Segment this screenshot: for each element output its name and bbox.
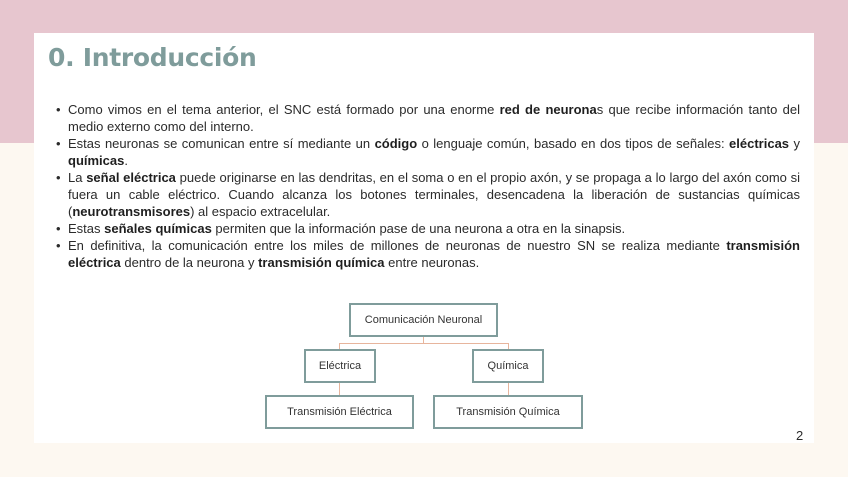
connector-line <box>508 388 509 395</box>
diagram-node-transmision-quimica: Transmisión Química <box>433 395 583 429</box>
connector-line <box>339 388 340 395</box>
connector-line <box>423 336 424 343</box>
hierarchy-diagram <box>34 33 814 443</box>
diagram-node-quimica: Química <box>472 349 544 383</box>
diagram-node-transmision-electrica: Transmisión Eléctrica <box>265 395 414 429</box>
slide-title: 0. Introducción <box>48 43 257 72</box>
bullet-item: • En definitiva, la comunicación entre los miles de millones de neuronas de nuestro SN se realiza mediante transmisión eléctrica dentro de la neurona y transmisión química entre neuronas. <box>68 237 800 271</box>
diagram-node-root: Comunicación Neuronal <box>349 303 498 337</box>
bullet-item: • Estas neuronas se comunican entre sí mediante un código o lenguaje común, basado en dos tipos de señales: eléctricas y químicas. <box>68 135 800 169</box>
diagram-node-electrica: Eléctrica <box>304 349 376 383</box>
page-number: 2 <box>796 428 804 443</box>
bullet-item: • Como vimos en el tema anterior, el SNC está formado por una enorme red de neuronas que recibe información tanto del medio externo como del interno. <box>68 101 800 135</box>
bullet-item: • Estas señales químicas permiten que la información pase de una neurona a otra en la sinapsis. <box>68 220 800 237</box>
connector-line <box>339 343 509 344</box>
slide-card <box>34 33 814 443</box>
bullet-item: • La señal eléctrica puede originarse en las dendritas, en el soma o en el propio axón, y se propaga a lo largo del axón como si fuera un cable eléctrico. Cuando alcanza los botones terminales, desencadena la liberación de sustancias químicas (neurotransmisores) al espacio extracelular. <box>68 169 800 220</box>
